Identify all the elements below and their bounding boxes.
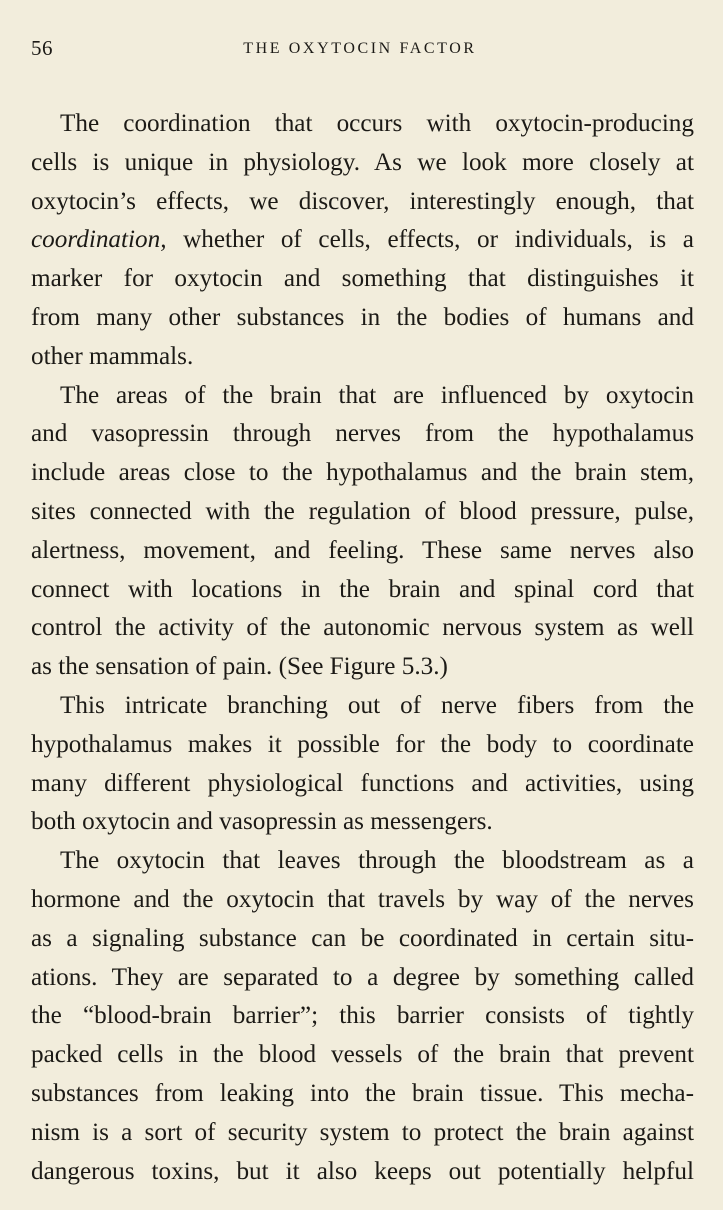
paragraph-3-line-2: hypothalamus makes it possible for the body to coordinate bbox=[31, 730, 694, 758]
paragraph-4-line-3: as a signaling substance can be coordinated in certain situ- bbox=[31, 924, 694, 952]
paragraph-1-line-4 bbox=[31, 221, 694, 260]
paragraph-2-line-5: alertness, movement, and feeling. These same nerves also bbox=[31, 536, 694, 564]
paragraph-1-line-6: from many other substances in the bodies of humans and bbox=[31, 303, 694, 331]
paragraph-1-line-2: cells is unique in physiology. As we look more closely at bbox=[31, 148, 694, 176]
paragraph-3-line-4: both oxytocin and vasopressin as messengers. bbox=[31, 808, 493, 836]
paragraph-2-line-6: connect with locations in the brain and spinal cord that bbox=[31, 575, 694, 603]
paragraph-2-line-3: include areas close to the hypothalamus and the brain stem, bbox=[31, 459, 694, 487]
paragraph-1-line-5: marker for oxytocin and something that distinguishes it bbox=[31, 265, 694, 293]
paragraph-2-line-7: control the activity of the autonomic nervous system as well bbox=[31, 614, 694, 642]
paragraph-4-line-1: The oxytocin that leaves through the bloodstream as a bbox=[60, 847, 694, 875]
paragraph-2-line-8: as the sensation of pain. (See Figure 5.3.) bbox=[31, 653, 448, 681]
body-text bbox=[31, 105, 694, 1191]
page-number: 56 bbox=[31, 36, 53, 60]
paragraph-2-line-4: sites connected with the regulation of blood pressure, pulse, bbox=[31, 497, 694, 525]
paragraph-2-line-2: and vasopressin through nerves from the hypothalamus bbox=[31, 420, 694, 448]
paragraph-4-line-8: nism is a sort of security system to protect the brain against bbox=[31, 1118, 694, 1146]
paragraph-4-line-7: substances from leaking into the brain tissue. This mecha- bbox=[31, 1079, 694, 1107]
paragraph-2-line-1: The areas of the brain that are influenced by oxytocin bbox=[60, 381, 694, 409]
paragraph-3-line-3: many different physiological functions and activities, using bbox=[31, 769, 694, 797]
paragraph-4-line-4: ations. They are separated to a degree by something called bbox=[31, 963, 694, 991]
paragraph-3-line-1: This intricate branching out of nerve fibers from the bbox=[60, 691, 694, 719]
paragraph-4-line-6: packed cells in the blood vessels of the brain that prevent bbox=[31, 1041, 694, 1069]
running-head bbox=[31, 34, 689, 64]
paragraph-1-line-4-rest: whether of cells, effects, or individuals, is a bbox=[166, 226, 694, 254]
paragraph-4-line-2: hormone and the oxytocin that travels by way of the nerves bbox=[31, 885, 694, 913]
paragraph-4-line-5: the “blood-brain barrier”; this barrier consists of tightly bbox=[31, 1002, 694, 1030]
emphasized-word: coordination, bbox=[31, 226, 167, 254]
paragraph-1-line-1: The coordination that occurs with oxytocin-producing bbox=[60, 110, 694, 137]
paragraph-1-line-3: oxytocin’s effects, we discover, interestingly enough, that bbox=[31, 187, 694, 215]
paragraph-4-line-9: dangerous toxins, but it also keeps out potentially helpful bbox=[31, 1157, 694, 1185]
paragraph-1-line-7: other mammals. bbox=[31, 342, 194, 370]
running-title: THE OXYTOCIN FACTOR bbox=[243, 40, 477, 57]
